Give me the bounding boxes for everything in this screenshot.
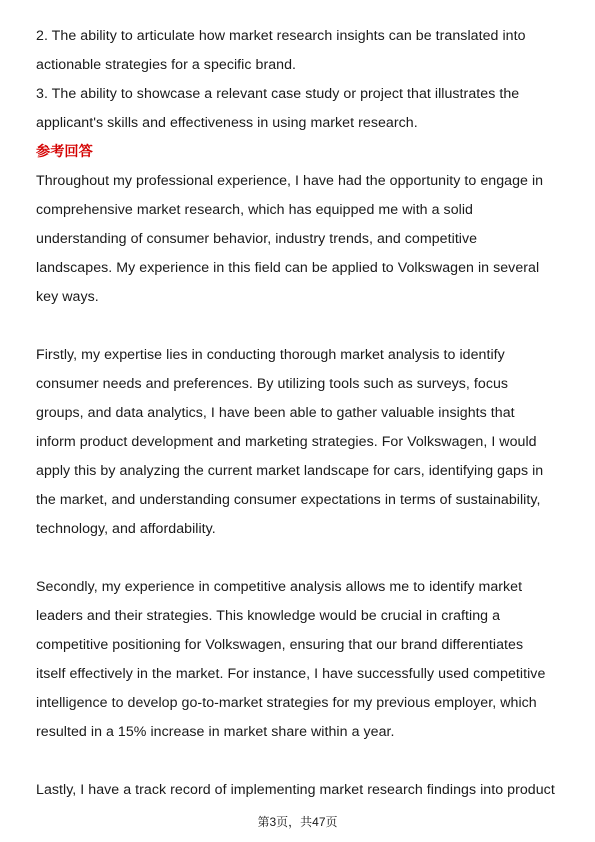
- paragraph-line: comprehensive market research, which has equipped me with a solid: [36, 202, 473, 218]
- paragraph-gap: [36, 747, 566, 776]
- paragraph-line: groups, and data analytics, I have been able to gather valuable insights that: [36, 405, 515, 421]
- paragraph-line: apply this by analyzing the current market landscape for cars, identifying gaps in: [36, 463, 544, 479]
- criteria-line: 2. The ability to articulate how market research insights can be translated into: [36, 28, 526, 44]
- paragraph-line: competitive positioning for Volkswagen, ensuring that our brand differentiates: [36, 637, 524, 653]
- paragraph-line: the market, and understanding consumer expectations in terms of sustainability,: [36, 492, 541, 508]
- paragraph: [36, 573, 566, 747]
- paragraph-line: Throughout my professional experience, I have had the opportunity to engage in: [36, 173, 544, 189]
- paragraph-line: itself effectively in the market. For instance, I have successfully used competitive: [36, 666, 546, 682]
- paragraph-line: Secondly, my experience in competitive analysis allows me to identify market: [36, 579, 523, 595]
- paragraph-line: inform product development and marketing strategies. For Volkswagen, I would: [36, 434, 537, 450]
- paragraph-line: resulted in a 15% increase in market share within a year.: [36, 724, 395, 740]
- paragraph-line: Lastly, I have a track record of implementing market research findings into product: [36, 782, 555, 798]
- paragraph-line: understanding of consumer behavior, industry trends, and competitive: [36, 231, 478, 247]
- document-body: [36, 22, 566, 805]
- paragraph-line: intelligence to develop go-to-market strategies for my previous employer, which: [36, 695, 537, 711]
- criteria-line: 3. The ability to showcase a relevant case study or project that illustrates the: [36, 86, 520, 102]
- paragraph-line: technology, and affordability.: [36, 521, 216, 537]
- answer-heading: 参考回答: [36, 144, 93, 160]
- paragraph-line: leaders and their strategies. This knowledge would be crucial in crafting a: [36, 608, 501, 624]
- paragraph-gap: [36, 544, 566, 573]
- criteria-line: applicant's skills and effectiveness in using market research.: [36, 115, 418, 131]
- paragraph-gap: [36, 312, 566, 341]
- page-number: 第3页，共47页: [257, 815, 338, 829]
- paragraph-line: landscapes. My experience in this field can be applied to Volkswagen in several: [36, 260, 540, 276]
- paragraph: [36, 167, 566, 312]
- paragraph: [36, 776, 566, 805]
- paragraph: [36, 341, 566, 544]
- paragraph-line: consumer needs and preferences. By utilizing tools such as surveys, focus: [36, 376, 509, 392]
- paragraph-line: Firstly, my expertise lies in conducting thorough market analysis to identify: [36, 347, 505, 363]
- criteria-line: actionable strategies for a specific brand.: [36, 57, 297, 73]
- paragraph-line: key ways.: [36, 289, 99, 305]
